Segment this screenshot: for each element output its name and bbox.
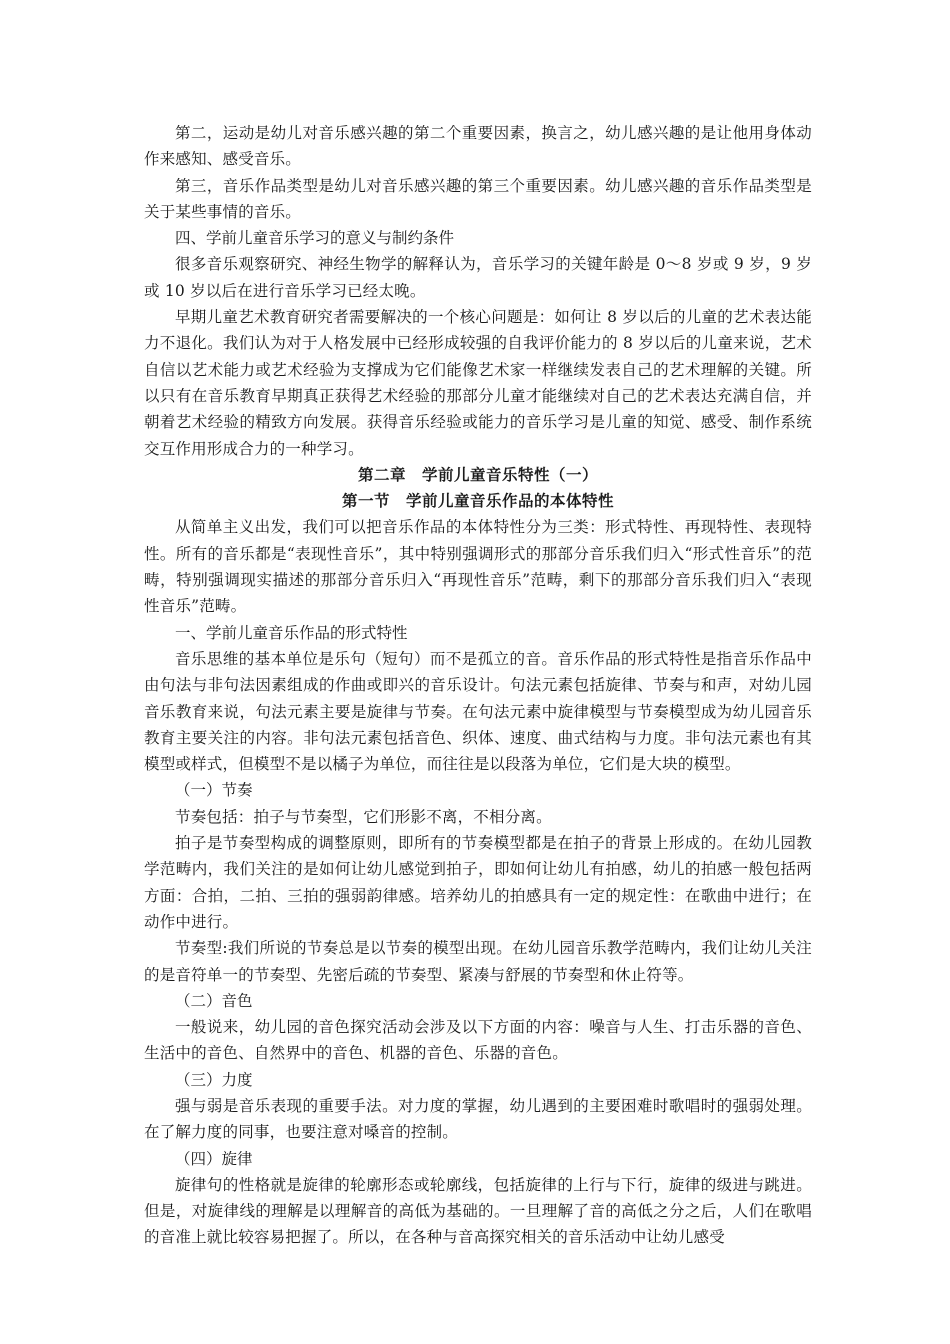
subheading-rhythm: （一）节奏 [175,781,253,800]
paragraph-musical-thinking: 音乐思维的基本单位是乐句（短句）而不是孤立的音。音乐作品的形式特性是指音乐作品中由句法与非句法因素组成的作曲或即兴的音乐设计。句法元素包括旋律、节奏与和声，对幼儿园音乐教育来说，句法元素主要是旋律与节奏。在句法元素中旋律模型与节奏模型成为幼儿园音乐教育主要关注的内容。非句法元素包括音色、织体、速度、曲式结构与力度。非句法元素也有其模型或样式，但模型不是以橘子为单位，而往往是以段落为单位，它们是大块的模型。 [144,649,812,774]
section-title: 第一节 学前儿童音乐作品的本体特性 [341,491,614,511]
subheading-melody: （四）旋律 [175,1149,253,1168]
paragraph-timbre: 一般说来，幼儿园的音色探究活动会涉及以下方面的内容：噪音与人生、打击乐器的音色、生活中的音色、自然界中的音色、机器的音色、乐器的音色。 [144,1018,812,1063]
paragraph-rhythm-includes: 节奏包括：拍子与节奏型，它们形影不离，不相分离。 [175,807,552,826]
subheading-learning-significance: 四、学前儿童音乐学习的意义与制约条件 [175,229,455,248]
paragraph-critical-age: 很多音乐观察研究、神经生物学的解释认为，音乐学习的关键年龄是 0～8 岁或 9 岁，9 岁或 10 岁以后在进行音乐学习已经太晚。 [144,255,812,300]
paragraph-three-categories: 从简单主义出发，我们可以把音乐作品的本体特性分为三类：形式特性、再现特性、表现特性。所有的音乐都是“表现性音乐”，其中特别强调形式的那部分音乐我们归入“形式性音乐”的范畴，特别强调现实描述的那部分音乐归入“再现性音乐”范畴，剩下的那部分音乐我们归入“表现性音乐”范畴。 [144,518,812,616]
subheading-formal-properties: 一、学前儿童音乐作品的形式特性 [175,623,408,642]
paragraph-core-question: 早期儿童艺术教育研究者需要解决的一个核心问题是：如何让 8 岁以后的儿童的艺术表达能力不退化。我们认为对于人格发展中已经形成较强的自我评价能力的 8 岁以后的儿童来说，艺术自信以艺术能力或艺术经验为支撑成为它们能像艺术家一样继续发表自己的艺术理解的关键。所以只有在音乐教育早期真正获得艺术经验的那部分儿童才能继续对自己的艺术表达充满自信，并朝着艺术经验的精致方向发展。获得音乐经验或能力的音乐学习是儿童的知觉、感受、制作系统交互作用形成合力的一种学习。 [144,308,812,458]
paragraph-music-type: 第三，音乐作品类型是幼儿对音乐感兴趣的第三个重要因素。幼儿感兴趣的音乐作品类型是关于某些事情的音乐。 [144,176,812,221]
subheading-dynamics: （三）力度 [175,1070,253,1089]
paragraph-dynamics: 强与弱是音乐表现的重要手法。对力度的掌握，幼儿遇到的主要困难时歌唱时的强弱处理。在了解力度的同事，也要注意对嗓音的控制。 [144,1096,812,1142]
chapter-title: 第二章 学前儿童音乐特性（一） [357,464,598,484]
paragraph-motion: 第二，运动是幼儿对音乐感兴趣的第二个重要因素，换言之，幼儿感兴趣的是让他用身体动作来感知、感受音乐。 [144,124,812,169]
paragraph-beat: 拍子是节奏型构成的调整原则，即所有的节奏模型都是在拍子的背景上形成的。在幼儿园教学范畴内，我们关注的是如何让幼儿感觉到拍子，即如何让幼儿有拍感，幼儿的拍感一般包括两方面：合拍，二拍、三拍的强弱韵律感。培养幼儿的拍感具有一定的规定性：在歌曲中进行；在动作中进行。 [144,834,812,931]
subheading-timbre: （二）音色 [175,991,253,1010]
document-page [144,120,812,1251]
paragraph-rhythm-pattern: 节奏型:我们所说的节奏总是以节奏的模型出现。在幼儿园音乐教学范畴内，我们让幼儿关注的是音符单一的节奏型、先密后疏的节奏型、紧凑与舒展的节奏型和休止符等。 [144,939,812,984]
paragraph-melody: 旋律句的性格就是旋律的轮廓形态或轮廓线，包括旋律的上行与下行，旋律的级进与跳进。但是，对旋律线的理解是以理解音的高低为基础的。一旦理解了音的高低之分之后，人们在歌唱的音准上就比较容易把握了。所以，在各种与音高探究相关的音乐活动中让幼儿感受 [144,1175,812,1247]
